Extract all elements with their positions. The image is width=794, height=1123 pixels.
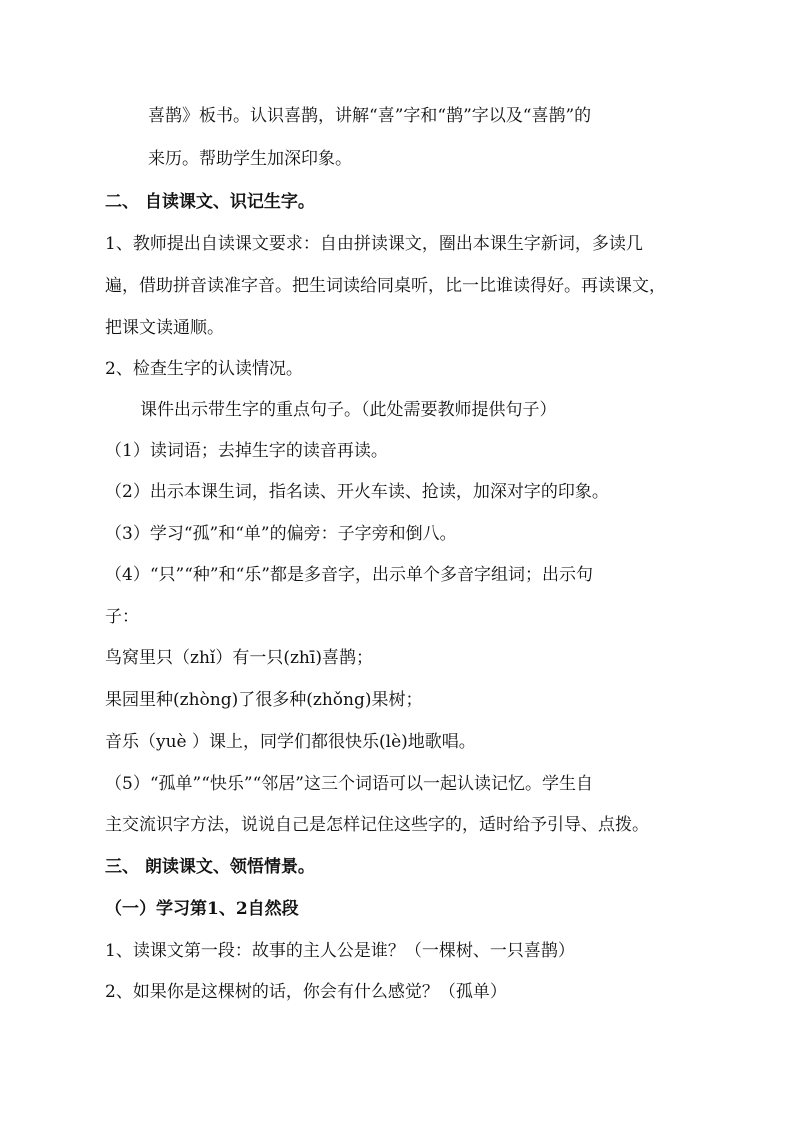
- list-item: 2、如果你是这棵树的话，你会有什么感觉？（孤单）: [105, 982, 507, 1002]
- example-sentence: 鸟窝里只（zhǐ）有一只(zhī)喜鹊；: [105, 648, 373, 668]
- subsection-heading: （一）学习第1、2自然段: [105, 899, 299, 919]
- paragraph-line: 子：: [105, 607, 139, 627]
- example-sentence: 音乐（yuè ）课上，同学们都很快乐(lè)地歌唱。: [105, 732, 476, 752]
- paragraph-line: 遍，借助拼音读准字音。把生词读给同桌听，比一比谁读得好。再读课文，: [105, 276, 666, 296]
- paragraph-line: 主交流识字方法，说说自己是怎样记住这些字的，适时给予引导、点拨。: [105, 815, 649, 835]
- list-item: （3）学习“孤”和“单”的偏旁：子字旁和倒八。: [105, 524, 457, 544]
- paragraph-line: 2、检查生字的认读情况。: [105, 359, 303, 379]
- list-item: （1）读词语；去掉生字的读音再读。: [105, 441, 388, 461]
- list-item: 1、读课文第一段：故事的主人公是谁？（一棵树、一只喜鹊）: [105, 941, 575, 961]
- section-heading: 二、 自读课文、识记生字。: [105, 192, 315, 212]
- paragraph-line: 喜鹊》板书。认识喜鹊，讲解“喜”字和“鹊”字以及“喜鹊”的: [148, 106, 592, 126]
- list-item: （5）“孤单”“快乐”“邻居”这三个词语可以一起认读记忆。学生自: [105, 774, 593, 794]
- paragraph-line: 课件出示带生字的重点句子。（此处需要教师提供句子）: [140, 400, 557, 420]
- list-item: （4）“只”“种”和“乐”都是多音字，出示单个多音字组词；出示句: [105, 565, 593, 585]
- paragraph-line: 来历。帮助学生加深印象。: [148, 149, 352, 169]
- paragraph-line: 把课文读通顺。: [105, 318, 224, 338]
- paragraph-line: 1、教师提出自读课文要求：自由拼读课文，圈出本课生字新词，多读几: [105, 234, 643, 254]
- section-heading: 三、 朗读课文、领悟情景。: [105, 857, 315, 877]
- example-sentence: 果园里种(zhòng)了很多种(zhǒng)果树；: [105, 690, 423, 710]
- list-item: （2）出示本课生词，指名读、开火车读、抢读，加深对字的印象。: [105, 482, 609, 502]
